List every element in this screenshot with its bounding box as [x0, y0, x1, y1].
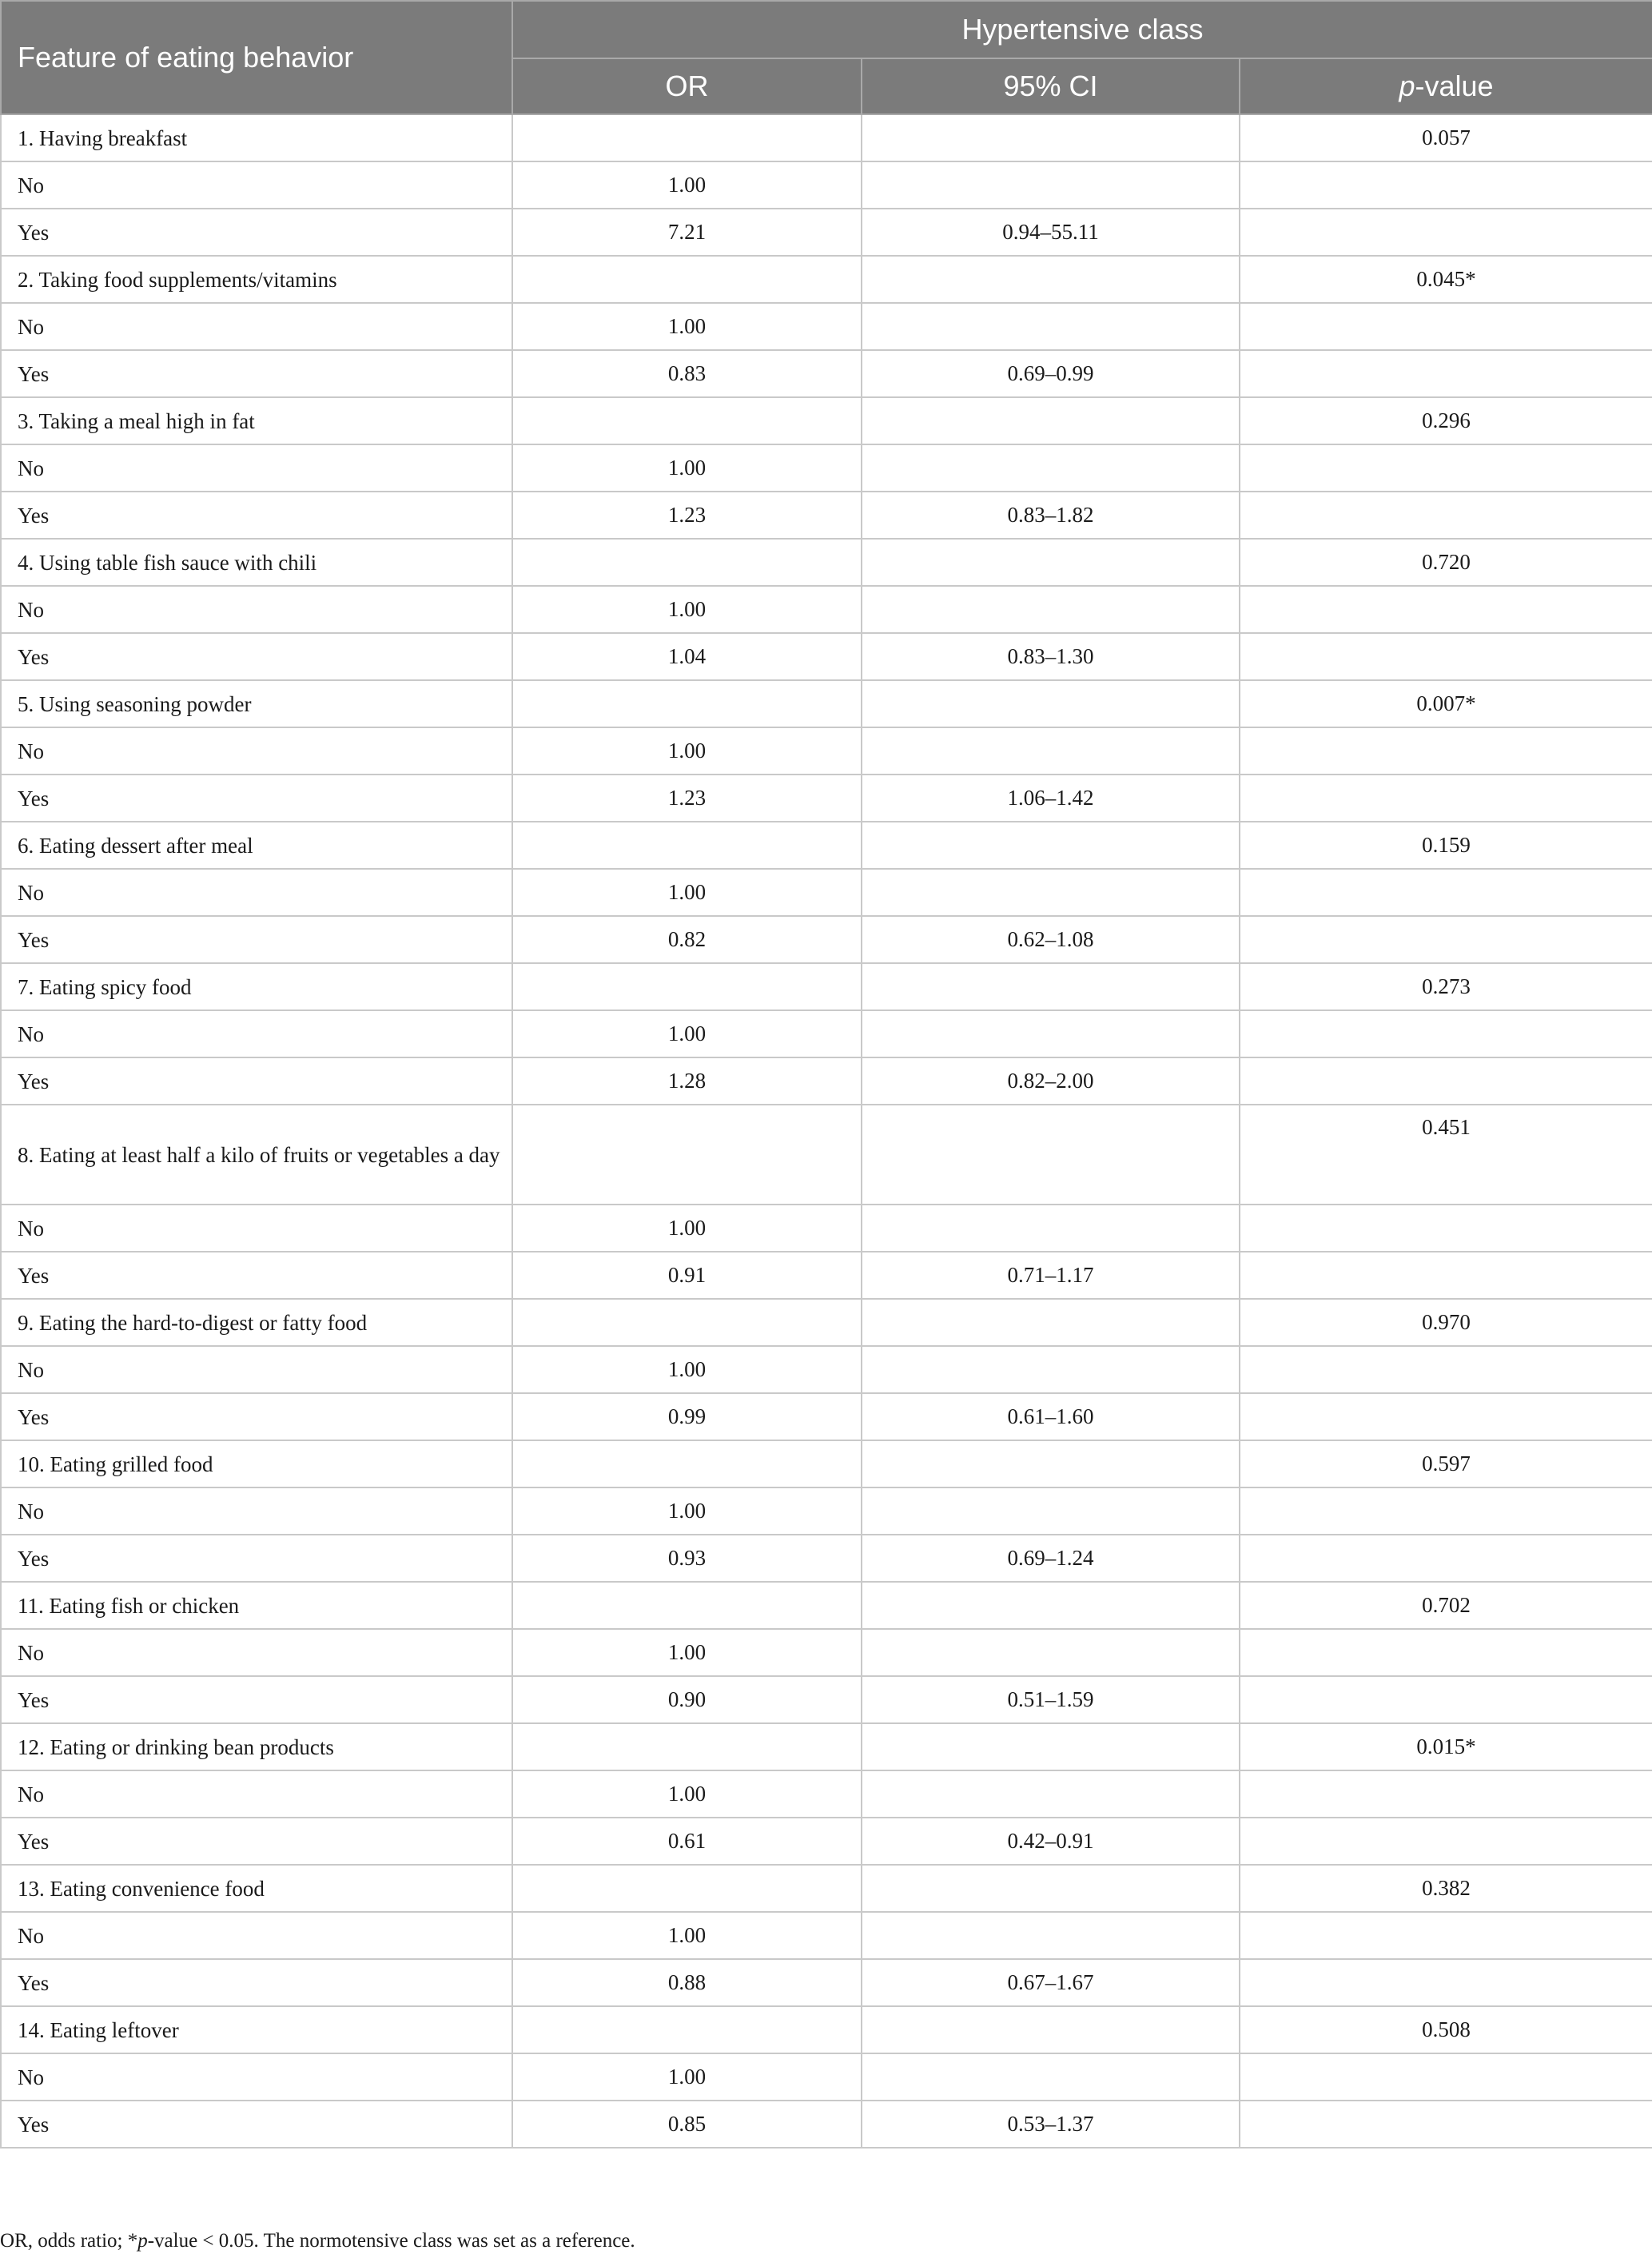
row-or	[512, 1723, 862, 1770]
row-label: Yes	[1, 916, 512, 963]
table-row	[1, 1010, 1652, 1057]
row-label: 3. Taking a meal high in fat	[1, 397, 512, 444]
row-or: 0.99	[512, 1393, 862, 1440]
table-row	[1, 1912, 1652, 1959]
row-label: 4. Using table fish sauce with chili	[1, 539, 512, 586]
row-or: 1.00	[512, 444, 862, 492]
table-row	[1, 963, 1652, 1010]
footnote-p-italic: p	[137, 2230, 148, 2252]
row-label: No	[1, 1205, 512, 1252]
row-p-value: 0.451	[1240, 1105, 1652, 1205]
row-p-value	[1240, 2053, 1652, 2101]
row-ci: 0.67–1.67	[862, 1959, 1240, 2006]
table-row	[1, 1440, 1652, 1487]
row-label: No	[1, 586, 512, 633]
row-p-value	[1240, 1057, 1652, 1105]
table-row	[1, 1299, 1652, 1346]
row-p-value: 0.057	[1240, 114, 1652, 161]
table-row	[1, 1393, 1652, 1440]
row-ci	[862, 444, 1240, 492]
row-ci	[862, 539, 1240, 586]
table-row	[1, 586, 1652, 633]
row-or: 1.00	[512, 1770, 862, 1818]
row-ci: 0.61–1.60	[862, 1393, 1240, 1440]
table-row	[1, 822, 1652, 869]
row-ci	[862, 256, 1240, 303]
row-ci	[862, 1010, 1240, 1057]
row-label: 11. Eating fish or chicken	[1, 1582, 512, 1629]
table-row	[1, 303, 1652, 350]
row-or: 1.28	[512, 1057, 862, 1105]
row-ci: 1.06–1.42	[862, 775, 1240, 822]
row-or: 7.21	[512, 209, 862, 256]
row-p-value	[1240, 633, 1652, 680]
header-hypertensive-class: Hypertensive class	[512, 1, 1652, 58]
row-p-value: 0.508	[1240, 2006, 1652, 2053]
table-row	[1, 397, 1652, 444]
row-p-value	[1240, 727, 1652, 775]
header-p-rest: -value	[1415, 70, 1494, 102]
row-p-value	[1240, 775, 1652, 822]
row-or: 1.00	[512, 2053, 862, 2101]
row-or	[512, 1582, 862, 1629]
row-p-value: 0.702	[1240, 1582, 1652, 1629]
row-p-value	[1240, 209, 1652, 256]
row-p-value: 0.382	[1240, 1865, 1652, 1912]
row-ci: 0.51–1.59	[862, 1676, 1240, 1723]
row-or: 1.00	[512, 303, 862, 350]
row-ci: 0.62–1.08	[862, 916, 1240, 963]
row-or: 0.88	[512, 1959, 862, 2006]
row-p-value	[1240, 1676, 1652, 1723]
table-row	[1, 2101, 1652, 2148]
row-p-value	[1240, 1535, 1652, 1582]
row-p-value	[1240, 1770, 1652, 1818]
row-ci	[862, 1912, 1240, 1959]
row-label: No	[1, 1346, 512, 1393]
row-p-value: 0.007*	[1240, 680, 1652, 727]
row-label: 13. Eating convenience food	[1, 1865, 512, 1912]
header-ci: 95% CI	[862, 58, 1240, 114]
table-row	[1, 1057, 1652, 1105]
row-ci	[862, 1299, 1240, 1346]
row-ci	[862, 1770, 1240, 1818]
row-label: Yes	[1, 775, 512, 822]
table-row	[1, 1865, 1652, 1912]
row-or: 0.61	[512, 1818, 862, 1865]
row-or: 1.00	[512, 1205, 862, 1252]
table-row	[1, 1959, 1652, 2006]
row-label: No	[1, 2053, 512, 2101]
row-ci	[862, 2006, 1240, 2053]
header-or: OR	[512, 58, 862, 114]
table-row	[1, 539, 1652, 586]
row-label: No	[1, 1912, 512, 1959]
row-label: 5. Using seasoning powder	[1, 680, 512, 727]
table-row	[1, 869, 1652, 916]
row-label: 2. Taking food supplements/vitamins	[1, 256, 512, 303]
row-ci: 0.94–55.11	[862, 209, 1240, 256]
table-footnote	[0, 2230, 635, 2252]
row-label: Yes	[1, 1535, 512, 1582]
row-ci: 0.42–0.91	[862, 1818, 1240, 1865]
row-ci	[862, 1865, 1240, 1912]
row-p-value	[1240, 1912, 1652, 1959]
table-row	[1, 256, 1652, 303]
row-or: 0.90	[512, 1676, 862, 1723]
row-p-value	[1240, 1346, 1652, 1393]
row-p-value: 0.597	[1240, 1440, 1652, 1487]
table-row	[1, 727, 1652, 775]
table-row	[1, 1723, 1652, 1770]
row-label: No	[1, 1010, 512, 1057]
table-row	[1, 1629, 1652, 1676]
row-ci	[862, 161, 1240, 209]
row-label: 12. Eating or drinking bean products	[1, 1723, 512, 1770]
table-row	[1, 492, 1652, 539]
row-p-value	[1240, 492, 1652, 539]
row-p-value: 0.159	[1240, 822, 1652, 869]
row-p-value	[1240, 2101, 1652, 2148]
row-or: 0.93	[512, 1535, 862, 1582]
row-p-value	[1240, 444, 1652, 492]
row-ci: 0.69–1.24	[862, 1535, 1240, 1582]
row-label: 9. Eating the hard-to-digest or fatty food	[1, 1299, 512, 1346]
table-row	[1, 633, 1652, 680]
row-or: 1.00	[512, 1487, 862, 1535]
row-ci: 0.69–0.99	[862, 350, 1240, 397]
row-or: 1.00	[512, 1912, 862, 1959]
row-ci	[862, 1205, 1240, 1252]
row-ci: 0.83–1.30	[862, 633, 1240, 680]
row-or: 1.00	[512, 1346, 862, 1393]
row-ci	[862, 1629, 1240, 1676]
row-or: 1.00	[512, 869, 862, 916]
row-label: No	[1, 1487, 512, 1535]
row-p-value: 0.015*	[1240, 1723, 1652, 1770]
footnote-part2: -value < 0.05. The normotensive class was set as a reference.	[147, 2230, 635, 2252]
row-ci: 0.82–2.00	[862, 1057, 1240, 1105]
row-ci	[862, 1723, 1240, 1770]
row-or: 1.04	[512, 633, 862, 680]
row-ci	[862, 1582, 1240, 1629]
row-p-value: 0.045*	[1240, 256, 1652, 303]
row-p-value	[1240, 1252, 1652, 1299]
row-or	[512, 397, 862, 444]
footnote-part1: OR, odds ratio; *	[0, 2230, 138, 2252]
row-ci	[862, 869, 1240, 916]
table-row	[1, 1487, 1652, 1535]
row-or	[512, 539, 862, 586]
row-p-value: 0.720	[1240, 539, 1652, 586]
row-or: 1.00	[512, 1629, 862, 1676]
header-p-italic: p	[1399, 70, 1415, 102]
row-p-value	[1240, 1010, 1652, 1057]
row-or: 1.00	[512, 1010, 862, 1057]
table-row	[1, 2006, 1652, 2053]
table-row	[1, 1105, 1652, 1205]
row-ci: 0.71–1.17	[862, 1252, 1240, 1299]
row-ci	[862, 114, 1240, 161]
row-p-value: 0.970	[1240, 1299, 1652, 1346]
row-label: 8. Eating at least half a kilo of fruits or vegetables a day	[1, 1105, 512, 1205]
row-or: 1.23	[512, 492, 862, 539]
row-or: 1.00	[512, 727, 862, 775]
row-or	[512, 1865, 862, 1912]
table-row	[1, 209, 1652, 256]
row-or: 0.91	[512, 1252, 862, 1299]
table-row	[1, 1582, 1652, 1629]
row-ci	[862, 680, 1240, 727]
row-or: 0.82	[512, 916, 862, 963]
row-ci	[862, 586, 1240, 633]
row-p-value	[1240, 161, 1652, 209]
table-row	[1, 1770, 1652, 1818]
row-or	[512, 2006, 862, 2053]
row-label: No	[1, 444, 512, 492]
row-ci	[862, 1487, 1240, 1535]
table-header	[1, 1, 1652, 114]
row-label: Yes	[1, 1252, 512, 1299]
table-row	[1, 775, 1652, 822]
row-label: Yes	[1, 209, 512, 256]
table-row	[1, 1346, 1652, 1393]
row-label: No	[1, 1629, 512, 1676]
row-p-value	[1240, 1205, 1652, 1252]
table-row	[1, 1535, 1652, 1582]
row-label: 7. Eating spicy food	[1, 963, 512, 1010]
row-label: Yes	[1, 492, 512, 539]
table-row	[1, 1818, 1652, 1865]
table-row	[1, 916, 1652, 963]
row-label: Yes	[1, 1393, 512, 1440]
row-label: No	[1, 161, 512, 209]
row-or	[512, 822, 862, 869]
table-row	[1, 114, 1652, 161]
row-or	[512, 1440, 862, 1487]
table-row	[1, 350, 1652, 397]
row-or: 1.23	[512, 775, 862, 822]
row-label: 1. Having breakfast	[1, 114, 512, 161]
table-row	[1, 1205, 1652, 1252]
row-p-value	[1240, 1629, 1652, 1676]
row-label: Yes	[1, 1676, 512, 1723]
row-label: No	[1, 1770, 512, 1818]
row-or: 0.83	[512, 350, 862, 397]
row-or: 1.00	[512, 586, 862, 633]
row-label: Yes	[1, 350, 512, 397]
table-row	[1, 1676, 1652, 1723]
row-or: 0.85	[512, 2101, 862, 2148]
row-or	[512, 680, 862, 727]
row-label: 6. Eating dessert after meal	[1, 822, 512, 869]
row-ci	[862, 2053, 1240, 2101]
row-or	[512, 1105, 862, 1205]
table-row	[1, 2053, 1652, 2101]
row-p-value: 0.296	[1240, 397, 1652, 444]
row-ci: 0.83–1.82	[862, 492, 1240, 539]
row-or	[512, 963, 862, 1010]
row-label: Yes	[1, 633, 512, 680]
table-row	[1, 161, 1652, 209]
row-p-value	[1240, 1818, 1652, 1865]
row-ci	[862, 822, 1240, 869]
row-label: 14. Eating leftover	[1, 2006, 512, 2053]
row-ci	[862, 1346, 1240, 1393]
header-row-group	[1, 1, 1652, 58]
row-p-value	[1240, 303, 1652, 350]
row-label: 10. Eating grilled food	[1, 1440, 512, 1487]
row-ci	[862, 727, 1240, 775]
row-p-value	[1240, 586, 1652, 633]
row-p-value	[1240, 1487, 1652, 1535]
row-label: Yes	[1, 2101, 512, 2148]
row-or: 1.00	[512, 161, 862, 209]
row-ci: 0.53–1.37	[862, 2101, 1240, 2148]
row-p-value	[1240, 350, 1652, 397]
table-row	[1, 444, 1652, 492]
row-ci	[862, 397, 1240, 444]
row-p-value: 0.273	[1240, 963, 1652, 1010]
row-p-value	[1240, 916, 1652, 963]
row-ci	[862, 303, 1240, 350]
table-row	[1, 680, 1652, 727]
row-ci	[862, 1105, 1240, 1205]
row-or	[512, 114, 862, 161]
row-p-value	[1240, 869, 1652, 916]
row-p-value	[1240, 1393, 1652, 1440]
row-label: Yes	[1, 1959, 512, 2006]
row-label: Yes	[1, 1057, 512, 1105]
header-p-value	[1240, 58, 1652, 114]
row-ci	[862, 1440, 1240, 1487]
row-label: Yes	[1, 1818, 512, 1865]
row-p-value	[1240, 1959, 1652, 2006]
row-ci	[862, 963, 1240, 1010]
row-label: No	[1, 303, 512, 350]
table-row	[1, 1252, 1652, 1299]
row-label: No	[1, 869, 512, 916]
table-body	[1, 114, 1652, 2148]
row-or	[512, 256, 862, 303]
header-feature: Feature of eating behavior	[1, 1, 512, 114]
row-or	[512, 1299, 862, 1346]
row-label: No	[1, 727, 512, 775]
